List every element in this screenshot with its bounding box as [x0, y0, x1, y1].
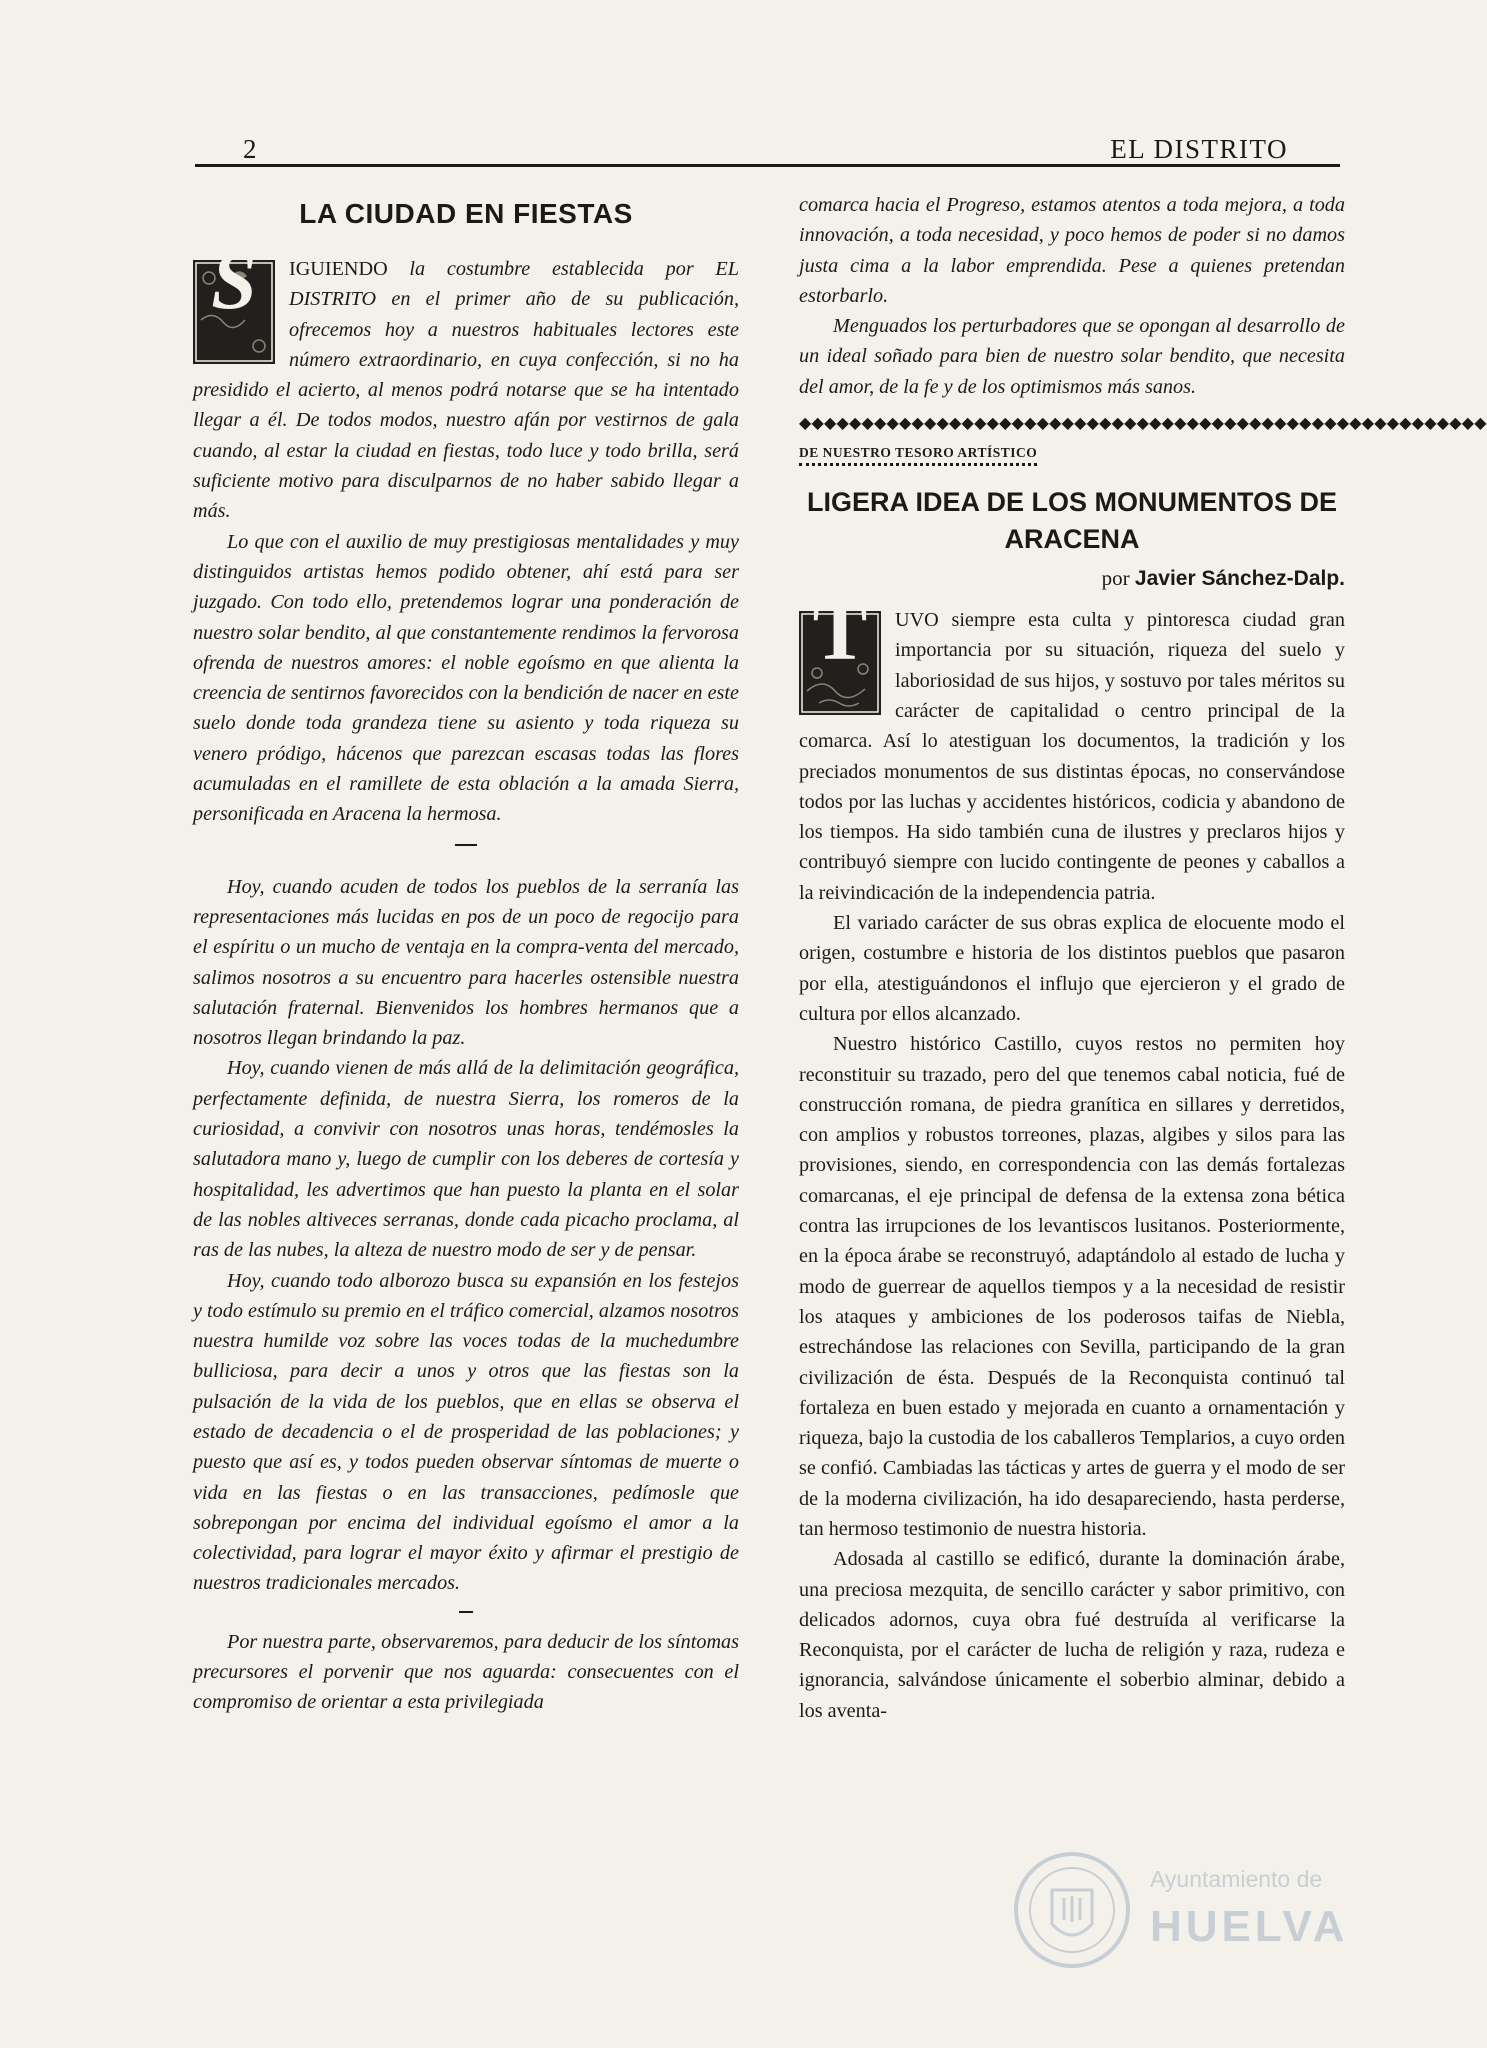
header-rule: [195, 164, 1340, 167]
section-label-wrap: [799, 444, 1345, 466]
journal-title: EL DISTRITO: [1110, 134, 1288, 164]
watermark-line-1: Ayuntamiento de: [1150, 1866, 1323, 1892]
archive-watermark: [1012, 1850, 1352, 1970]
right-continuation-1: comarca hacia el Progreso, estamos atentos a toda mejora, a toda innovación, a toda necesidad, y poco hemos de poder si no damos justa cima a la labor emprendida. Pese a quienes pretendan estorbarlo.: [799, 194, 1345, 307]
left-paragraph-5: Hoy, cuando todo alborozo busca su expansión en los festejos y todo estímulo su premio en el tráfico comercial, alzamos nosotros nuestra humilde voz sobre las voces todas de la muchedumbre bulliciosa, para decir a unos y otros que las fiestas son la pulsación de la vida de los pueblos, que en ellas se observa el estado de decadencia o el de prosperidad de las poblaciones; y puesto que así es, y todos pueden observar síntomas de muerte o vida en las fiestas o en las transacciones, pedímosle que sobrepongan por encima del individual egoísmo el amor a la colectividad, para lograr el mayor éxito y afirmar el prestigio de nuestros tradicionales mercados.: [193, 1269, 739, 1595]
city-seal-icon: [1012, 1850, 1132, 1970]
left-p1-smallcaps: IGUIENDO: [289, 258, 388, 280]
right-paragraph-1: [799, 586, 1345, 908]
watermark-line-2: HUELVA: [1150, 1902, 1349, 1951]
right-paragraph-4: Adosada al castillo se edificó, durante la dominación árabe, una preciosa mezquita, de sencillo carácter y sabor primitivo, con delicados adornos, cuya obra fué destruída al verificarse la Reconquista, por el carácter de lucha de religión y raza, rudeza e ignorancia, salvándose únicamente el soberbio alminar, debido a los aventa-: [799, 1548, 1345, 1722]
left-paragraph-1: [193, 235, 739, 527]
left-paragraph-4: Hoy, cuando vienen de más allá de la delimitación geográfica, perfectamente definida, de nuestra Sierra, los romeros de la curiosidad, a convivir con nosotros unas horas, tendémosles la salutadora mano y, luego de cumplir con los deberes de cortesía y hospitalidad, les advertimos que han puesto la planta en el solar de las nobles altiveces serranas, donde cada picacho proclama, al ras de las nubes, la alteza de nuestro modo de ser y de pensar.: [193, 1057, 739, 1262]
byline: [799, 566, 1345, 591]
right-continuation-2: Menguados los perturbadores que se opongan al desarrollo de un ideal soñado para bien de nuestro solar bendito, que necesita del amor, de la fe y de los optimismos más sanos.: [799, 315, 1345, 398]
byline-prefix: por: [1101, 566, 1130, 591]
diamond-rule: ◆◆◆◆◆◆◆◆◆◆◆◆◆◆◆◆◆◆◆◆◆◆◆◆◆◆◆◆◆◆◆◆◆◆◆◆◆◆◆◆◆◆◆◆◆◆◆◆◆◆◆◆◆◆◆: [799, 415, 1487, 433]
right-paragraph-3: Nuestro histórico Castillo, cuyos restos no permiten hoy reconstituir su trazado, pero del que tenemos cabal noticia, fué de construcción romana, de piedra granítica en sillares y derretidos, con amplios y robustos torreones, plazas, algibes y silos para las provisiones, siendo, en correspondencia con las demás fortalezas comarcanas, el eje principal de defensa de la extensa zona bética contra las irrupciones de los levantiscos lusitanos. Posteriormente, en la época árabe se reconstruyó, adaptándolo al estado de lucha y modo de guerrear de aquellos tiempos y a la necesidad de resistir los ataques y ambiciones de los poderosos taifas de Niebla, estrechándose las relaciones con Sevilla, participando de la gran civilización de ésta. Después de la Reconquista continuó tal fortaleza en buen estado y mejorada en cuanto a ornamentación y riqueza, bajo la custodia de los caballeros Templarios, a cuyo orden se confió. Cambiadas las tácticas y artes de guerra y el modo de ser de la moderna civilización, ha ido desapareciendo, hasta perderse, tan hermoso testimonio de nuestra historia.: [799, 1033, 1345, 1540]
section-divider: [455, 844, 477, 846]
right-column: [799, 190, 1487, 1930]
right-article-title: LIGERA IDEA DE LOS MONUMENTOS DE ARACENA: [806, 487, 1338, 555]
left-p1-text: la costumbre establecida por EL DISTRITO en el primer año de su publicación, ofrecemos hoy a nuestros habituales lectores este número extraordinario, en cuya confección, si no ha presidido el acierto, al menos podrá notarse que se ha intentado llegar a él. De todos modos, nuestro afán por vestirnos de gala cuando, al estar la ciudad en fiestas, todo luce y todo brilla, será suficiente motivo para disculparnos de no haber sabido llegar a más.: [193, 258, 739, 523]
section-label: DE NUESTRO TESORO ARTÍSTICO: [799, 445, 1037, 466]
left-article-title: LA CIUDAD EN FIESTAS: [299, 198, 633, 229]
page-number: 2: [243, 134, 257, 164]
right-p1-text: siempre esta culta y pintoresca ciudad gran importancia por su situación, riqueza del suelo y laboriosidad de sus hijos, y sostuvo por tales méritos su carácter de capitalidad o centro principal de la comarca. Así lo atestiguan los documentos, la tradición y los preciados monumentos de sus distintas épocas, no conservándose todos por las luchas y accidentes históricos, codicia y abandono de los tiempos. Ha sido también cuna de ilustres y preclaros hijos y contribuyó siempre con lucido contingente de peones y caballos a la reivindicación de la independencia patria.: [799, 609, 1345, 904]
section-divider-small: [459, 1611, 473, 1613]
right-p1-smallcaps: UVO: [895, 609, 939, 632]
byline-author: Javier Sánchez-Dalp.: [1134, 567, 1345, 591]
left-paragraph-2: Lo que con el auxilio de muy prestigiosas mentalidades y muy distinguidos artistas hemos podido obtener, ahí está para ser juzgado. Con todo ello, pretendemos lograr una ponderación de nuestro solar bendito, al que constantemente rendimos la fervorosa ofrenda de nuestros amores: el noble egoísmo en que alienta la creencia de sentirnos favorecidos con la bendición de nacer en este suelo donde toda grandeza tiene su asiento y toda riqueza su venero pródigo, hácenos que parezcan escasas todas las flores acumuladas en el ramillete de esta oblación a la amada Sierra, personificada en Aracena la hermosa.: [193, 530, 739, 826]
dropcap-s: S: [193, 260, 275, 364]
left-paragraph-3: Hoy, cuando acuden de todos los pueblos de la serranía las representaciones más lucidas en pos de un poco de regocijo para el espíritu o un mucho de ventaja en la compra-venta del mercado, salimos nosotros a su encuentro para hacerles ostensible nuestra salutación fraternal. Bienvenidos los hombres hermanos que a nosotros llegan brindando la paz.: [193, 875, 739, 1050]
left-column: [193, 190, 739, 1930]
page-header: [195, 132, 1340, 166]
left-paragraph-6: Por nuestra parte, observaremos, para deducir de los síntomas precursores el porvenir que nos aguarda: consecuentes con el compromiso de orientar a esta privilegiada: [193, 1630, 739, 1714]
dropcap-t: T: [799, 611, 881, 715]
right-paragraph-2: El variado carácter de sus obras explica de elocuente modo el origen, costumbre e historia de los distintos pueblos que pasaron por ella, atestiguándonos el influjo que ejercieron y el grado de cultura por ellos alcanzado.: [799, 912, 1345, 1025]
